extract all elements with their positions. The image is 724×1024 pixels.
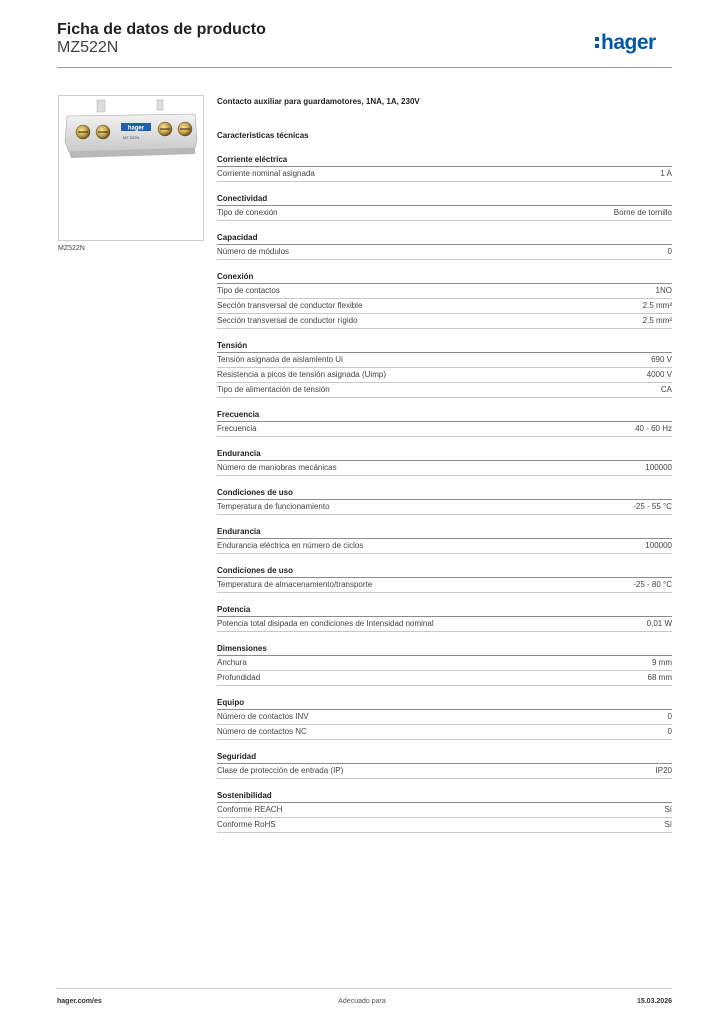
spec-label: Tipo de conexión — [217, 208, 278, 217]
section-title: Dimensiones — [217, 644, 672, 656]
product-label-text: hager — [127, 125, 145, 132]
spec-value: -25 - 80 °C — [633, 580, 672, 589]
spec-value: 68 mm — [647, 673, 672, 682]
spec-label: Profundidad — [217, 673, 261, 682]
section-title: Corriente eléctrica — [217, 155, 672, 167]
spec-value: 100000 — [645, 541, 672, 550]
logo-dot-top — [595, 37, 599, 41]
spec-value: 100000 — [645, 463, 672, 472]
spec-label: Sección transversal de conductor rígido — [217, 316, 358, 325]
spec-section — [217, 155, 672, 182]
spec-row — [217, 539, 672, 554]
spec-row — [217, 656, 672, 671]
spec-value: 0,01 W — [646, 619, 672, 628]
section-title: Conexión — [217, 272, 672, 284]
spec-value: -25 - 55 °C — [633, 502, 672, 511]
spec-section — [217, 527, 672, 554]
spec-value: 1NO — [655, 286, 672, 295]
spec-label: Número de maniobras mecánicas — [217, 463, 337, 472]
section-title: Frecuencia — [217, 410, 672, 422]
section-title: Equipo — [217, 698, 672, 710]
spec-row — [217, 368, 672, 383]
spec-section — [217, 488, 672, 515]
spec-value: 2.5 mm² — [642, 316, 672, 325]
spec-section — [217, 605, 672, 632]
section-title: Condiciones de uso — [217, 488, 672, 500]
section-title: Conectividad — [217, 194, 672, 206]
spec-section — [217, 698, 672, 740]
spec-row — [217, 764, 672, 779]
spec-row — [217, 206, 672, 221]
spec-label: Número de contactos INV — [217, 712, 309, 721]
spec-value: CA — [660, 385, 672, 394]
spec-row — [217, 617, 672, 632]
spec-label: Anchura — [217, 658, 247, 667]
spec-row — [217, 710, 672, 725]
spec-row — [217, 578, 672, 593]
spec-value: 690 V — [651, 355, 672, 364]
spec-value: 2.5 mm² — [642, 301, 672, 310]
spec-value: 1 A — [660, 169, 672, 178]
spec-section — [217, 233, 672, 260]
spec-label: Temperatura de funcionamiento — [217, 502, 330, 511]
spec-section — [217, 566, 672, 593]
spec-row — [217, 383, 672, 398]
spec-section — [217, 410, 672, 437]
spec-section — [217, 752, 672, 779]
auxiliary-contact-illustration — [59, 96, 203, 240]
logo-dot-bottom — [595, 44, 599, 48]
header-divider — [57, 67, 672, 68]
spec-label: Tensión asignada de aislamiento Ui — [217, 355, 343, 364]
section-title: Potencia — [217, 605, 672, 617]
hager-logo[interactable] — [594, 28, 674, 56]
spec-section — [217, 449, 672, 476]
footer-date: 15.03.2026 — [636, 998, 672, 1005]
footer-suitable-for: Adecuado para — [338, 998, 386, 1005]
spec-label: Clase de protección de entrada (IP) — [217, 766, 344, 775]
spec-value: 0 — [667, 247, 672, 256]
spec-label: Resistencia a picos de tensión asignada (Uimp) — [217, 370, 386, 379]
section-title: Sostenibilidad — [217, 791, 672, 803]
spec-sections — [217, 155, 672, 833]
spec-row — [217, 353, 672, 368]
spec-section — [217, 341, 672, 398]
spec-row — [217, 314, 672, 329]
spec-row — [217, 284, 672, 299]
section-title: Tensión — [217, 341, 672, 353]
spec-row — [217, 818, 672, 833]
spec-label: Tipo de contactos — [217, 286, 280, 295]
page-title: Ficha de datos de producto — [57, 21, 266, 38]
spec-row — [217, 299, 672, 314]
spec-value: 0 — [667, 712, 672, 721]
spec-value: 9 mm — [652, 658, 672, 667]
spec-value: 40 - 60 Hz — [635, 424, 672, 433]
spec-section — [217, 194, 672, 221]
spec-row — [217, 725, 672, 740]
spec-value: Sí — [664, 805, 672, 814]
footer-divider — [57, 988, 672, 989]
logo-text: hager — [601, 31, 656, 54]
spec-value: Sí — [664, 820, 672, 829]
spec-row — [217, 671, 672, 686]
image-caption: MZ522N — [58, 245, 85, 252]
spec-value: IP20 — [655, 766, 672, 775]
product-image — [58, 95, 204, 241]
spec-label: Sección transversal de conductor flexible — [217, 301, 363, 310]
spec-row — [217, 422, 672, 437]
spec-label: Conforme REACH — [217, 805, 283, 814]
product-code-text: MZ 522N — [122, 135, 140, 140]
section-title: Seguridad — [217, 752, 672, 764]
spec-section — [217, 272, 672, 329]
spec-label: Corriente nominal asignada — [217, 169, 315, 178]
product-description: Contacto auxiliar para guardamotores, 1NA, 1A, 230V — [217, 97, 420, 106]
spec-value: 4000 V — [646, 370, 672, 379]
spec-label: Tipo de alimentación de tensión — [217, 385, 330, 394]
spec-row — [217, 167, 672, 182]
section-title: Endurancia — [217, 449, 672, 461]
spec-value: 0 — [667, 727, 672, 736]
product-reference: MZ522N — [57, 39, 119, 56]
spec-value: Borne de tornillo — [613, 208, 672, 217]
spec-label: Frecuencia — [217, 424, 257, 433]
spec-label: Conforme RoHS — [217, 820, 276, 829]
spec-row — [217, 245, 672, 260]
spec-label: Número de contactos NC — [217, 727, 307, 736]
spec-row — [217, 461, 672, 476]
section-title: Capacidad — [217, 233, 672, 245]
characteristics-heading: Características técnicas — [217, 131, 309, 140]
spec-label: Potencia total disipada en condiciones de Intensidad nominal — [217, 619, 434, 628]
spec-label: Endurancia eléctrica en número de ciclos — [217, 541, 364, 550]
spec-section — [217, 791, 672, 833]
footer-website-link[interactable]: hager.com/es — [57, 998, 102, 1005]
datasheet-content — [217, 97, 672, 833]
section-title: Condiciones de uso — [217, 566, 672, 578]
spec-row — [217, 803, 672, 818]
spec-section — [217, 644, 672, 686]
spec-label: Número de módulos — [217, 247, 290, 256]
spec-row — [217, 500, 672, 515]
spec-label: Temperatura de almacenamiento/transporte — [217, 580, 373, 589]
section-title: Endurancia — [217, 527, 672, 539]
